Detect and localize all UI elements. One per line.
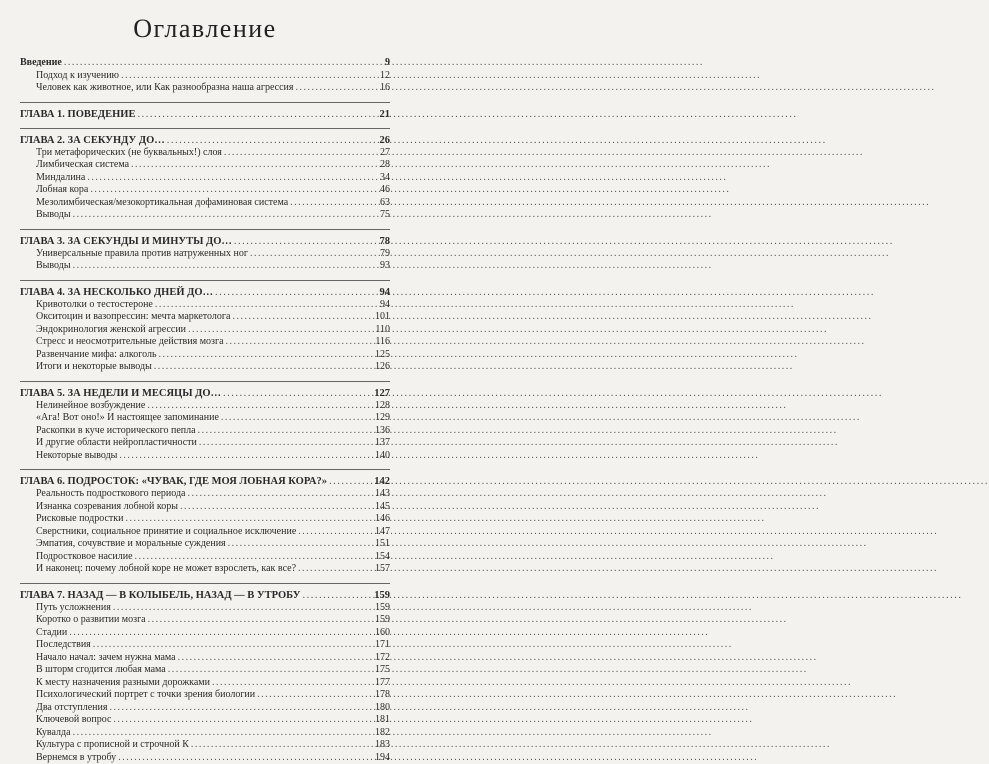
toc-item[interactable] — [20, 450, 390, 463]
dot-leader — [212, 677, 373, 690]
dot-leader — [228, 538, 373, 551]
toc-item-page-number: 154 — [375, 551, 390, 564]
toc-item[interactable] — [20, 689, 390, 702]
toc-item[interactable] — [20, 526, 390, 539]
dot-leader — [215, 286, 377, 299]
dot-leader — [159, 349, 373, 362]
chapter-heading[interactable] — [20, 134, 390, 147]
dot-leader — [250, 248, 378, 261]
dot-leader — [73, 727, 373, 740]
toc-item[interactable] — [20, 197, 390, 210]
dot-leader — [298, 526, 373, 539]
toc-item-page-number: 46 — [380, 184, 390, 197]
toc-item-label: К месту назначения разными дорожками — [36, 677, 210, 690]
toc-item[interactable] — [20, 513, 390, 526]
dot-leader — [232, 311, 373, 324]
intro-page-number: 9 — [380, 57, 390, 70]
toc-item-label: Мезолимбическая/мезокортикальная дофаминовая система — [36, 197, 288, 210]
toc-item-label: Миндалина — [36, 172, 85, 185]
dot-leader — [154, 361, 373, 374]
toc-item[interactable] — [20, 172, 390, 185]
toc-item-page-number: 116 — [375, 336, 390, 349]
toc-item[interactable] — [20, 324, 390, 337]
dot-leader — [155, 299, 378, 312]
toc-item-label: Кривотолки о тестостероне — [36, 299, 153, 312]
toc-item-page-number: 34 — [380, 172, 390, 185]
toc-item-label: И наконец: почему лобной коре не может взрослеть, как все? — [36, 563, 296, 576]
toc-item-label: Универсальные правила против натруженных ног — [36, 248, 248, 261]
chapter-heading-label: ГЛАВА 3. ЗА СЕКУНДЫ И МИНУТЫ ДО… — [20, 235, 232, 248]
toc-item-page-number: 175 — [375, 664, 390, 677]
dot-leader — [257, 689, 373, 702]
dot-leader — [93, 639, 373, 652]
toc-item-page-number: 180 — [375, 702, 390, 715]
section-divider — [20, 102, 390, 103]
dot-leader — [224, 147, 378, 160]
toc-item[interactable] — [20, 349, 390, 362]
dot-leader — [121, 70, 378, 83]
toc-item-label: Кувалда — [36, 727, 71, 740]
toc-item[interactable] — [20, 437, 390, 450]
toc-item[interactable] — [20, 159, 390, 172]
chapter-heading-page-number: 21 — [380, 108, 391, 121]
toc-item-page-number: 140 — [375, 450, 390, 463]
toc-item-page-number: 182 — [375, 727, 390, 740]
toc-item-page-number: 125 — [375, 349, 390, 362]
toc-item-page-number: 194 — [375, 752, 390, 764]
toc-item-label: Два отступления — [36, 702, 107, 715]
page-title: Оглавление — [0, 14, 410, 44]
toc-item[interactable] — [20, 147, 390, 160]
intro-label: Введение — [20, 57, 62, 70]
chapter-heading-label: ГЛАВА 4. ЗА НЕСКОЛЬКО ДНЕЙ ДО… — [20, 286, 213, 299]
chapter-heading-page-number: 159 — [374, 589, 390, 602]
toc-item[interactable] — [20, 739, 390, 752]
dot-leader — [131, 159, 378, 172]
dot-leader — [199, 437, 373, 450]
chapter-heading-label: ГЛАВА 5. ЗА НЕДЕЛИ И МЕСЯЦЫ ДО… — [20, 387, 221, 400]
toc-item[interactable] — [20, 538, 390, 551]
toc-item-label: Человек как животное, или Как разнообразна наша агрессия — [36, 82, 293, 95]
toc-item-page-number: 16 — [380, 82, 390, 95]
book-page — [0, 0, 410, 631]
toc-item-page-number: 75 — [380, 209, 390, 222]
section-divider — [20, 381, 390, 382]
dot-leader — [298, 563, 373, 576]
dot-leader — [180, 501, 373, 514]
toc-item-page-number: 93 — [380, 260, 390, 273]
intro-entry[interactable] — [20, 57, 390, 70]
toc-item-page-number: 178 — [375, 689, 390, 702]
toc-item-page-number: 63 — [380, 197, 390, 210]
section-divider — [20, 469, 390, 470]
toc-item[interactable] — [20, 752, 390, 764]
chapter-heading-page-number: 26 — [380, 134, 391, 147]
dot-leader — [147, 400, 373, 413]
toc-item-page-number: 171 — [375, 639, 390, 652]
toc-item-page-number: 94 — [380, 299, 390, 312]
chapter-heading[interactable] — [20, 387, 390, 400]
chapter-heading-page-number: 94 — [380, 286, 391, 299]
dot-leader — [109, 702, 373, 715]
toc-item-page-number: 143 — [375, 488, 390, 501]
toc-item-label: В шторм сгодится любая мама — [36, 664, 166, 677]
dot-leader — [234, 235, 378, 248]
toc-item[interactable] — [20, 677, 390, 690]
dot-leader — [221, 412, 373, 425]
dot-leader — [187, 488, 373, 501]
dot-leader — [118, 752, 373, 764]
toc-item-label: Подростковое насилие — [36, 551, 133, 564]
toc-item[interactable] — [20, 702, 390, 715]
toc-item[interactable] — [20, 82, 390, 95]
dot-leader — [87, 172, 378, 185]
toc-item[interactable] — [20, 311, 390, 324]
toc-item-label: Эндокринология женской агрессии — [36, 324, 186, 337]
toc-item-label: Изнанка созревания лобной коры — [36, 501, 178, 514]
toc-item[interactable] — [20, 563, 390, 576]
dot-leader — [137, 108, 377, 121]
toc-item[interactable] — [20, 551, 390, 564]
chapter-heading-label: ГЛАВА 1. ПОВЕДЕНИЕ — [20, 108, 135, 121]
toc-item-label: Некоторые выводы — [36, 450, 117, 463]
toc-item-label: Развенчание мифа: алкоголь — [36, 349, 157, 362]
toc-item[interactable] — [20, 184, 390, 197]
section-divider — [20, 280, 390, 281]
chapter-heading-page-number: 142 — [374, 475, 390, 488]
toc-item-page-number: 79 — [380, 248, 390, 261]
chapter-heading-page-number: 127 — [374, 387, 390, 400]
dot-leader — [290, 197, 378, 210]
toc-item-label: Итоги и некоторые выводы — [36, 361, 152, 374]
toc-item-page-number: 177 — [375, 677, 390, 690]
toc-item[interactable] — [20, 714, 390, 727]
section-divider — [20, 128, 390, 129]
section-divider — [20, 229, 390, 230]
toc-item-label: Подход к изучению — [36, 70, 119, 83]
dot-leader — [73, 260, 378, 273]
dot-leader — [148, 614, 373, 627]
toc-item-page-number: 159 — [375, 614, 390, 627]
toc-item-label: Последствия — [36, 639, 91, 652]
toc-item-label: Вернемся в утробу — [36, 752, 116, 764]
toc-item-label: Культура с прописной и строчной К — [36, 739, 189, 752]
toc-item-page-number: 183 — [375, 739, 390, 752]
toc-item-label: Стресс и неосмотрительные действия мозга — [36, 336, 224, 349]
toc-item-page-number: 159 — [375, 602, 390, 615]
dot-leader — [168, 664, 373, 677]
toc-item-page-number: 157 — [375, 563, 390, 576]
chapter-heading[interactable] — [20, 475, 390, 488]
toc-item-label: Раскопки в куче исторического пепла — [36, 425, 196, 438]
toc-item[interactable] — [20, 209, 390, 222]
dot-leader — [191, 739, 373, 752]
toc-item[interactable] — [20, 501, 390, 514]
toc-item-page-number: 137 — [375, 437, 390, 450]
toc-item-label: Рисковые подростки — [36, 513, 124, 526]
toc-item-page-number: 126 — [375, 361, 390, 374]
toc-item[interactable] — [20, 664, 390, 677]
toc-item[interactable] — [20, 260, 390, 273]
toc-item-page-number: 136 — [375, 425, 390, 438]
toc-item[interactable] — [20, 614, 390, 627]
chapter-list — [20, 102, 390, 764]
toc-item-page-number: 147 — [375, 526, 390, 539]
toc-item-page-number: 129 — [375, 412, 390, 425]
toc-item-label: Коротко о развитии мозга — [36, 614, 146, 627]
toc-item-page-number: 181 — [375, 714, 390, 727]
toc-item[interactable] — [20, 602, 390, 615]
toc-item-label: Стадии — [36, 627, 67, 640]
dot-leader — [223, 387, 372, 400]
toc-item-label: Эмпатия, сочувствие и моральные суждения — [36, 538, 226, 551]
dot-leader — [302, 589, 372, 602]
dot-leader — [329, 475, 372, 488]
dot-leader — [113, 602, 373, 615]
toc-item-page-number: 145 — [375, 501, 390, 514]
toc-item-label: Сверстники, социальное принятие и социальное исключение — [36, 526, 296, 539]
dot-leader — [167, 134, 378, 147]
chapter-heading[interactable] — [20, 108, 390, 121]
toc-item-label: Психологический портрет с точки зрения биологии — [36, 689, 255, 702]
dot-leader — [73, 209, 378, 222]
toc-item-label: Нелинейное возбуждение — [36, 400, 145, 413]
dot-leader — [226, 336, 374, 349]
dot-leader — [188, 324, 373, 337]
toc-item-page-number: 101 — [375, 311, 390, 324]
toc-item-page-number: 27 — [380, 147, 390, 160]
toc-item-label: Начало начал: зачем нужна мама — [36, 652, 176, 665]
toc-item-page-number: 128 — [375, 400, 390, 413]
dot-leader — [126, 513, 374, 526]
toc-item-label: Путь усложнения — [36, 602, 111, 615]
toc-item-page-number: 172 — [375, 652, 390, 665]
toc-item[interactable] — [20, 727, 390, 740]
dot-leader — [198, 425, 373, 438]
dot-leader — [64, 57, 378, 70]
chapter-heading-label: ГЛАВА 6. ПОДРОСТОК: «ЧУВАК, ГДЕ МОЯ ЛОБНАЯ КОРА?» — [20, 475, 327, 488]
chapter-heading[interactable] — [20, 286, 390, 299]
toc-item[interactable] — [20, 488, 390, 501]
chapter-heading[interactable] — [20, 235, 390, 248]
chapter-heading-label: ГЛАВА 7. НАЗАД — В КОЛЫБЕЛЬ, НАЗАД — В УТРОБУ — [20, 589, 300, 602]
toc-item-label: Лимбическая система — [36, 159, 129, 172]
toc-item[interactable] — [20, 361, 390, 374]
toc-item-page-number: 160 — [375, 627, 390, 640]
toc-item[interactable] — [20, 412, 390, 425]
toc-item-label: Ключевой вопрос — [36, 714, 111, 727]
toc-item[interactable] — [20, 652, 390, 665]
toc-item-label: Выводы — [36, 260, 71, 273]
dot-leader — [69, 627, 373, 640]
toc-item-label: Лобная кора — [36, 184, 88, 197]
toc-item-label: Выводы — [36, 209, 71, 222]
toc-item-label: И другие области нейропластичности — [36, 437, 197, 450]
toc-item-label: Три метафорических (не буквальных!) слоя — [36, 147, 222, 160]
toc-item[interactable] — [20, 248, 390, 261]
dot-leader — [119, 450, 373, 463]
table-of-contents — [20, 57, 390, 764]
section-divider — [20, 583, 390, 584]
toc-item-label: Окситоцин и вазопрессин: мечта маркетолога — [36, 311, 230, 324]
chapter-heading[interactable] — [20, 589, 390, 602]
dot-leader — [295, 82, 378, 95]
toc-item[interactable] — [20, 299, 390, 312]
dot-leader — [178, 652, 373, 665]
toc-item[interactable] — [20, 425, 390, 438]
toc-item-page-number: 28 — [380, 159, 390, 172]
toc-item[interactable] — [20, 336, 390, 349]
toc-item-page-number: 110 — [375, 324, 390, 337]
chapter-heading-page-number: 78 — [380, 235, 391, 248]
toc-item[interactable] — [20, 627, 390, 640]
dot-leader — [90, 184, 378, 197]
chapter-heading-label: ГЛАВА 2. ЗА СЕКУНДУ ДО… — [20, 134, 165, 147]
toc-item-label: «Ага! Вот оно!» И настоящее запоминание — [36, 412, 219, 425]
toc-item[interactable] — [20, 400, 390, 413]
toc-item-page-number: 151 — [375, 538, 390, 551]
toc-item[interactable] — [20, 70, 390, 83]
toc-item-label: Реальность подросткового периода — [36, 488, 185, 501]
dot-leader — [135, 551, 373, 564]
dot-leader — [113, 714, 373, 727]
toc-item-page-number: 12 — [380, 70, 390, 83]
toc-item[interactable] — [20, 639, 390, 652]
toc-item-page-number: 146 — [375, 513, 390, 526]
